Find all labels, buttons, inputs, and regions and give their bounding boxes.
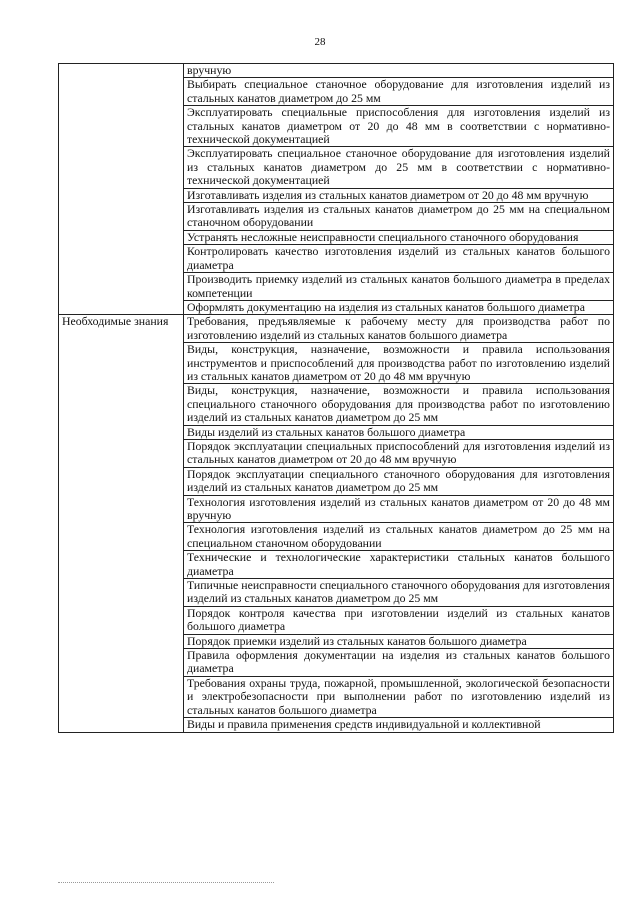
knowledge-item: Виды и правила применения средств индивидуальной и коллективной [184, 718, 614, 732]
skill-item: Изготавливать изделия из стальных канатов диаметром до 25 мм на специальном станочном оборудовании [184, 203, 614, 231]
knowledge-item: Технология изготовления изделий из стальных канатов диаметром от 20 до 48 мм вручную [184, 495, 614, 523]
knowledge-item: Виды, конструкция, назначение, возможности и правила использования инструментов и приспособлений для производства работ по изготовлению изделий из стальных канатов диаметром от 20 до 48 мм вручную [184, 343, 614, 384]
skill-item: Эксплуатировать специальные приспособления для изготовления изделий из стальных канатов диаметром от 20 до 48 мм в соответствии с нормативно-технической документацией [184, 106, 614, 147]
knowledge-label: Необходимые знания [59, 315, 184, 732]
skill-item: Устранять несложные неисправности специального станочного оборудования [184, 230, 614, 244]
knowledge-item: Виды, конструкция, назначение, возможности и правила использования специального станочного оборудования для производства работ по изготовлению изделий из стальных канатов диаметром до 25 мм [184, 384, 614, 425]
knowledge-item: Типичные неисправности специального станочного оборудования для изготовления изделий из стальных канатов диаметром до 25 мм [184, 579, 614, 607]
skill-item: Производить приемку изделий из стальных канатов большого диаметра в пределах компетенции [184, 273, 614, 301]
knowledge-item: Технические и технологические характеристики стальных канатов большого диаметра [184, 551, 614, 579]
skill-item: Выбирать специальное станочное оборудование для изготовления изделий из стальных канатов диаметром до 25 мм [184, 78, 614, 106]
skill-item: Эксплуатировать специальное станочное оборудование для изготовления изделий из стальных канатов диаметром до 25 мм в соответствии с нормативно-технической документацией [184, 147, 614, 188]
knowledge-item: Порядок контроля качества при изготовлении изделий из стальных канатов большого диаметра [184, 606, 614, 634]
table-row [59, 64, 614, 78]
skill-item: Оформлять документацию на изделия из стальных канатов большого диаметра [184, 300, 614, 314]
knowledge-item: Порядок эксплуатации специального станочного оборудования для изготовления изделий из стальных канатов диаметром до 25 мм [184, 467, 614, 495]
skill-item: Контролировать качество изготовления изделий из стальных канатов большого диаметра [184, 245, 614, 273]
knowledge-item: Порядок приемки изделий из стальных канатов большого диаметра [184, 634, 614, 648]
knowledge-item: Правила оформления документации на изделия из стальных канатов большого диаметра [184, 649, 614, 677]
table-row [59, 315, 614, 343]
skill-item: Изготавливать изделия из стальных канатов диаметром от 20 до 48 мм вручную [184, 188, 614, 202]
knowledge-item: Требования, предъявляемые к рабочему месту для производства работ по изготовлению изделий из стальных канатов большого диаметра [184, 315, 614, 343]
skill-item: вручную [184, 64, 614, 78]
competency-table [58, 63, 614, 733]
knowledge-item: Технология изготовления изделий из стальных канатов диаметром до 25 мм на специальном станочном оборудовании [184, 523, 614, 551]
knowledge-item: Требования охраны труда, пожарной, промышленной, экологической безопасности и электробезопасности при выполнении работ по изготовлению изделий из стальных канатов большого диаметра [184, 676, 614, 717]
footer-divider [58, 882, 274, 883]
knowledge-item: Виды изделий из стальных канатов большого диаметра [184, 425, 614, 439]
skills-label-cell [59, 64, 184, 315]
knowledge-item: Порядок эксплуатации специальных приспособлений для изготовления изделий из стальных канатов диаметром от 20 до 48 мм вручную [184, 439, 614, 467]
page-number: 28 [314, 36, 326, 48]
